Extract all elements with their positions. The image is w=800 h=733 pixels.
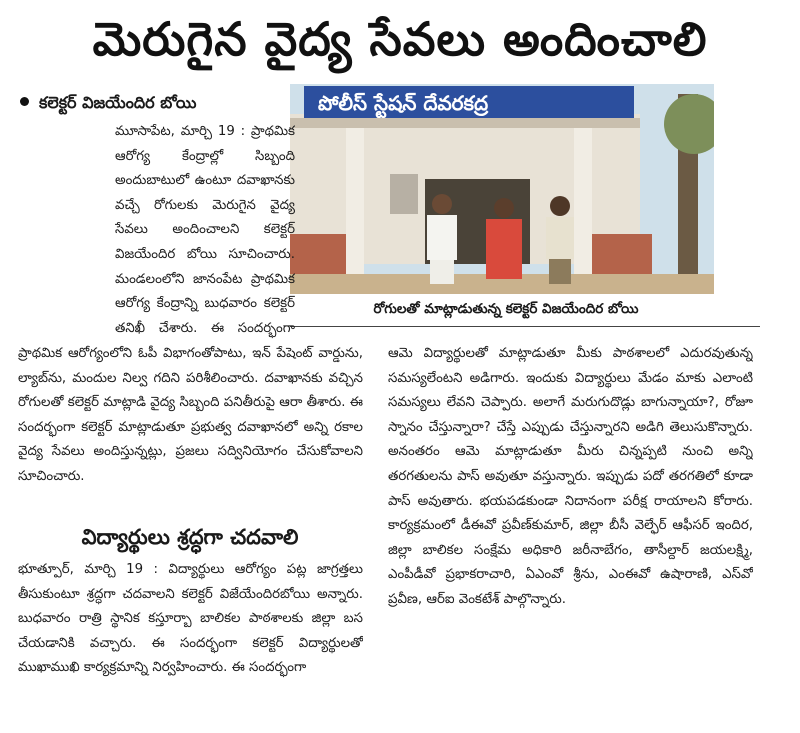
sign-text: పోలీస్ స్టేషన్ దేవరకద్ర xyxy=(318,91,489,115)
paragraph-1-bottom: ప్రాథమిక ఆరోగ్యంలోని ఓపీ విభాగంతోపాటు, ఇన్ పేషెంట్ వార్డును, ల్యాబ్‌ను, మందుల నిల్వ గదిని పరిశీలించారు. దవాఖానకు వచ్చిన రోగులతో కలెక్టర్ మాట్లాడి వైద్య సిబ్బంది పనితీరుపై ఆరా తీశారు. ఈ సందర్భంగా కలెక్టర్ మాట్లాడుతూ ప్రభుత్వ దవాఖానలో అన్ని రకాల వైద్య సేవలు అందిస్తున్నట్లు, ప్రజలు సద్వినియోగం చేసుకోవాలని సూచించారు. xyxy=(18,346,363,484)
news-photo xyxy=(290,84,714,294)
roof xyxy=(290,118,640,128)
paragraph-2: భూత్పూర్, మార్చి 19 : విద్యార్థులు ఆరోగ్యం పట్ల జాగ్రత్తలు తీసుకుంటూ శ్రద్ధగా చదవాలని కలెక్టర్ విజేయేందిరబోయి అన్నారు. బుధవారం రాత్రి స్థానిక కస్తూర్బా బాలికల పాఠశాలకు జిల్లా బస చేయడానికి వచ్చారు. ఈ సందర్భంగా కలెక్టర్ విద్యార్థులతో ముఖాముఖి కార్యక్రమాన్ని నిర్వహించారు. ఈ సందర్భంగా xyxy=(18,562,363,676)
person-1-head xyxy=(432,194,452,214)
subheading-text: విద్యార్థులు శ్రద్ధగా చదవాలి xyxy=(81,525,299,549)
person-2-dress xyxy=(486,219,522,279)
byline xyxy=(20,90,290,116)
pillar-right xyxy=(574,128,592,278)
person-1-shirt xyxy=(427,215,457,260)
byline-text: కలెక్టర్ విజయేందిర బోయి xyxy=(39,93,197,112)
person-3-trousers xyxy=(549,259,571,284)
bullet-icon xyxy=(20,97,29,106)
paragraph-3: ఆమె విద్యార్థులతో మాట్లాడుతూ మీకు పాఠశాలలో ఎదురవుతున్న సమస్యలేంటని అడిగారు. ఇందుకు విద్యార్థులు మేడం మాకు ఎలాంటి సమస్యలు లేవని చెప్పారు. అలాగే మరుగుదొడ్లు బాగున్నాయా?, రోజూ స్నానం చేస్తున్నారా? చేస్తే ఎప్పుడు చేస్తున్నారని అడిగి తెలుసుకొన్నారు. అనంతరం ఆమె మాట్లాడుతూ మీరు చిన్నప్పటి నుంచి అన్ని తరగతులను పాస్ అవుతూ వస్తున్నారు. ఇప్పుడు పదో తరగతిలో కూడా పాస్ అవుతారు. భయపడకుండా నిదానంగా పరీక్ష రాయాలని కోరారు. కార్యక్రమంలో డీఈవో ప్రవీణ్‌కుమార్, జిల్లా బీసీ వెల్ఫేర్ ఆఫీసర్ ఇందిర, జిల్లా బాలికల సంక్షేమ అధికారి జరీనాబేగం, తాసీల్దార్ జయలక్ష్మి, ఎంపీడీవో ప్రభాకరాచారి, ఏఎంవో శ్రీను, ఎంఈవో ఉషారాణి, ఎస్‌వో ప్రవీణ, ఆర్ఐ వెంకటేశ్ పాల్గొన్నారు. xyxy=(388,346,753,607)
paragraph-1-top: మూసాపేట, మార్చి 19 : ప్రాథమిక ఆరోగ్య కేంద్రాల్లో సిబ్బంది అందుబాటులో ఉంటూ దవాఖానకు వచ్చే రోగులకు మెరుగైన వైద్య సేవలు అందించాలని కలెక్టర్ విజయేందిర బోయి సూచించారు. మండలంలోని జానంపేట ప్రాథమిక ఆరోగ్య కేంద్రాన్ని బుధవారం కలెక్టర్ తనిఖీ చేశారు. ఈ సందర్భంగా xyxy=(115,124,295,336)
photo-caption: రోగులతో మాట్లాడుతున్న కలెక్టర్ విజయేందిర బోయి xyxy=(373,301,639,317)
caption-divider xyxy=(290,326,760,327)
subheading xyxy=(60,520,320,554)
photo-illustration xyxy=(290,84,714,294)
person-3-head xyxy=(550,196,570,216)
wall-base-right xyxy=(592,234,652,274)
headline: మెరుగైన వైద్య సేవలు అందించాలి xyxy=(92,12,708,66)
person-1-legs xyxy=(430,260,454,284)
pillar-left xyxy=(346,128,364,278)
wall-base-left xyxy=(290,234,346,274)
notice-board xyxy=(390,174,418,214)
person-3-uniform xyxy=(546,217,574,259)
person-2-head xyxy=(494,198,514,218)
